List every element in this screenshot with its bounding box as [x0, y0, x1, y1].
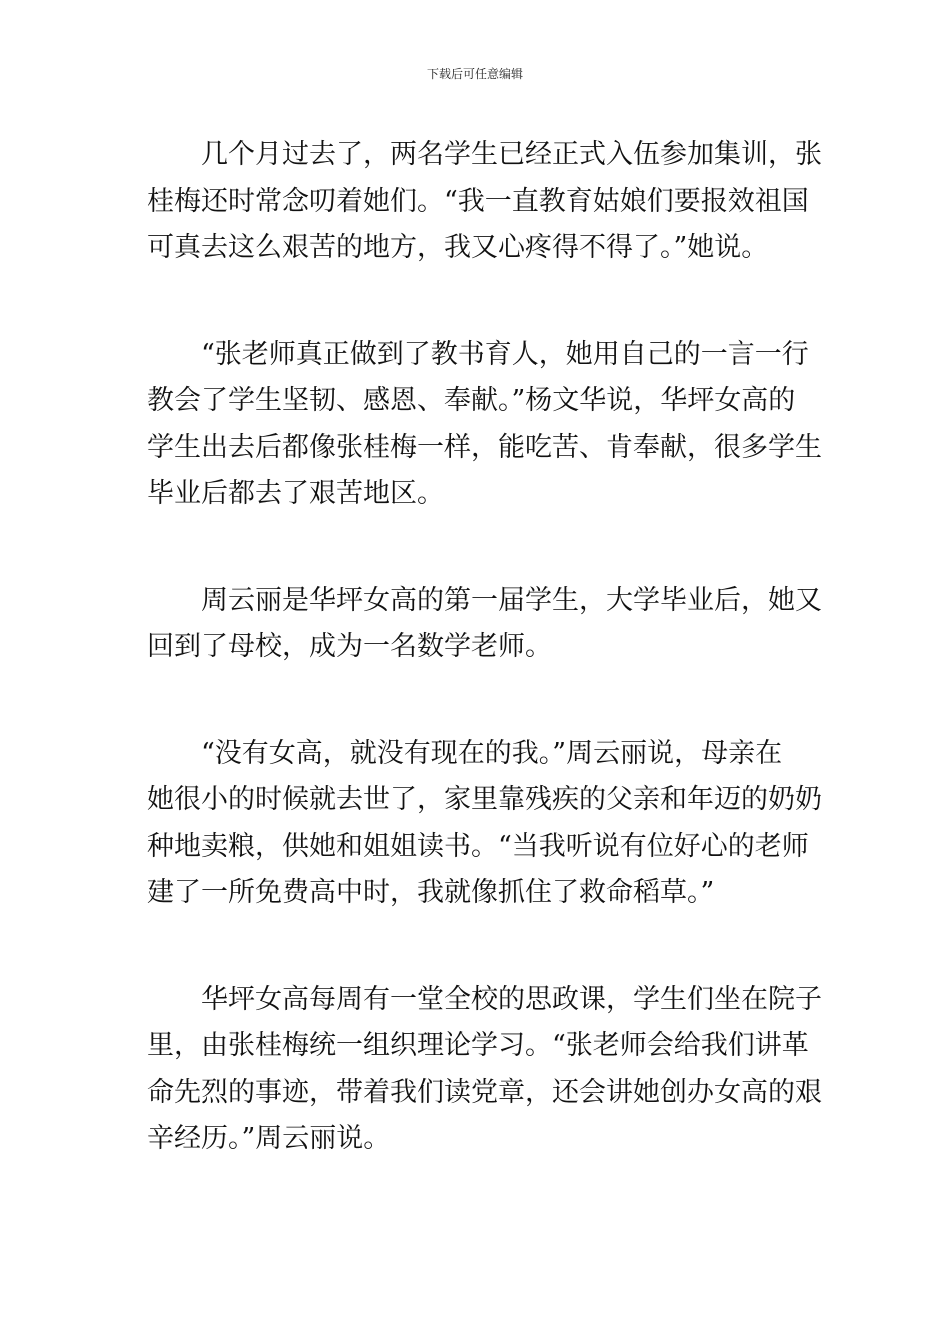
text-line: 学生出去后都像张桂梅一样，能吃苦、肯奉献，很多学生	[147, 431, 822, 463]
text-line: 华坪女高每周有一堂全校的思政课，学生们坐在院子	[201, 983, 822, 1015]
text-line: 桂梅还时常念叨着她们。“我一直教育姑娘们要报效祖国	[147, 185, 809, 217]
text-line: 里，由张桂梅统一组织理论学习。“张老师会给我们讲革	[147, 1030, 809, 1061]
text-line: “没有女高，就没有现在的我。”周云丽说，母亲在	[201, 737, 783, 769]
text-line: 命先烈的事迹，带着我们读党章，还会讲她创办女高的艰	[147, 1076, 822, 1108]
text-line: 种地卖粮，供她和姐姐读书。“当我听说有位好心的老师	[147, 830, 809, 862]
text-line: “张老师真正做到了教书育人，她用自己的一言一行	[201, 338, 809, 370]
text-line: 辛经历。”周云丽说。	[147, 1123, 391, 1154]
text-line: 毕业后都去了艰苦地区。	[147, 478, 444, 509]
text-line: 周云丽是华坪女高的第一届学生，大学毕业后，她又	[201, 584, 822, 616]
text-line: 她很小的时候就去世了，家里靠残疾的父亲和年迈的奶奶	[147, 784, 822, 815]
paragraph	[147, 977, 822, 1163]
paragraph	[147, 578, 822, 671]
paragraph	[147, 731, 822, 917]
text-line: 建了一所免费高中时，我就像抓住了救命稻草。”	[147, 877, 715, 908]
text-line: 回到了母校，成为一名数学老师。	[147, 631, 552, 662]
page-header: 下载后可任意编辑	[426, 67, 523, 81]
text-line: 可真去这么艰苦的地方，我又心疼得不得了。”她说。	[147, 232, 769, 263]
text-line: 教会了学生坚韧、感恩、奉献。”杨文华说，华坪女高的	[147, 385, 796, 416]
text-line: 几个月过去了，两名学生已经正式入伍参加集训，张	[201, 139, 822, 170]
document-body	[147, 132, 822, 1163]
paragraph	[147, 332, 822, 518]
paragraph	[147, 132, 822, 272]
